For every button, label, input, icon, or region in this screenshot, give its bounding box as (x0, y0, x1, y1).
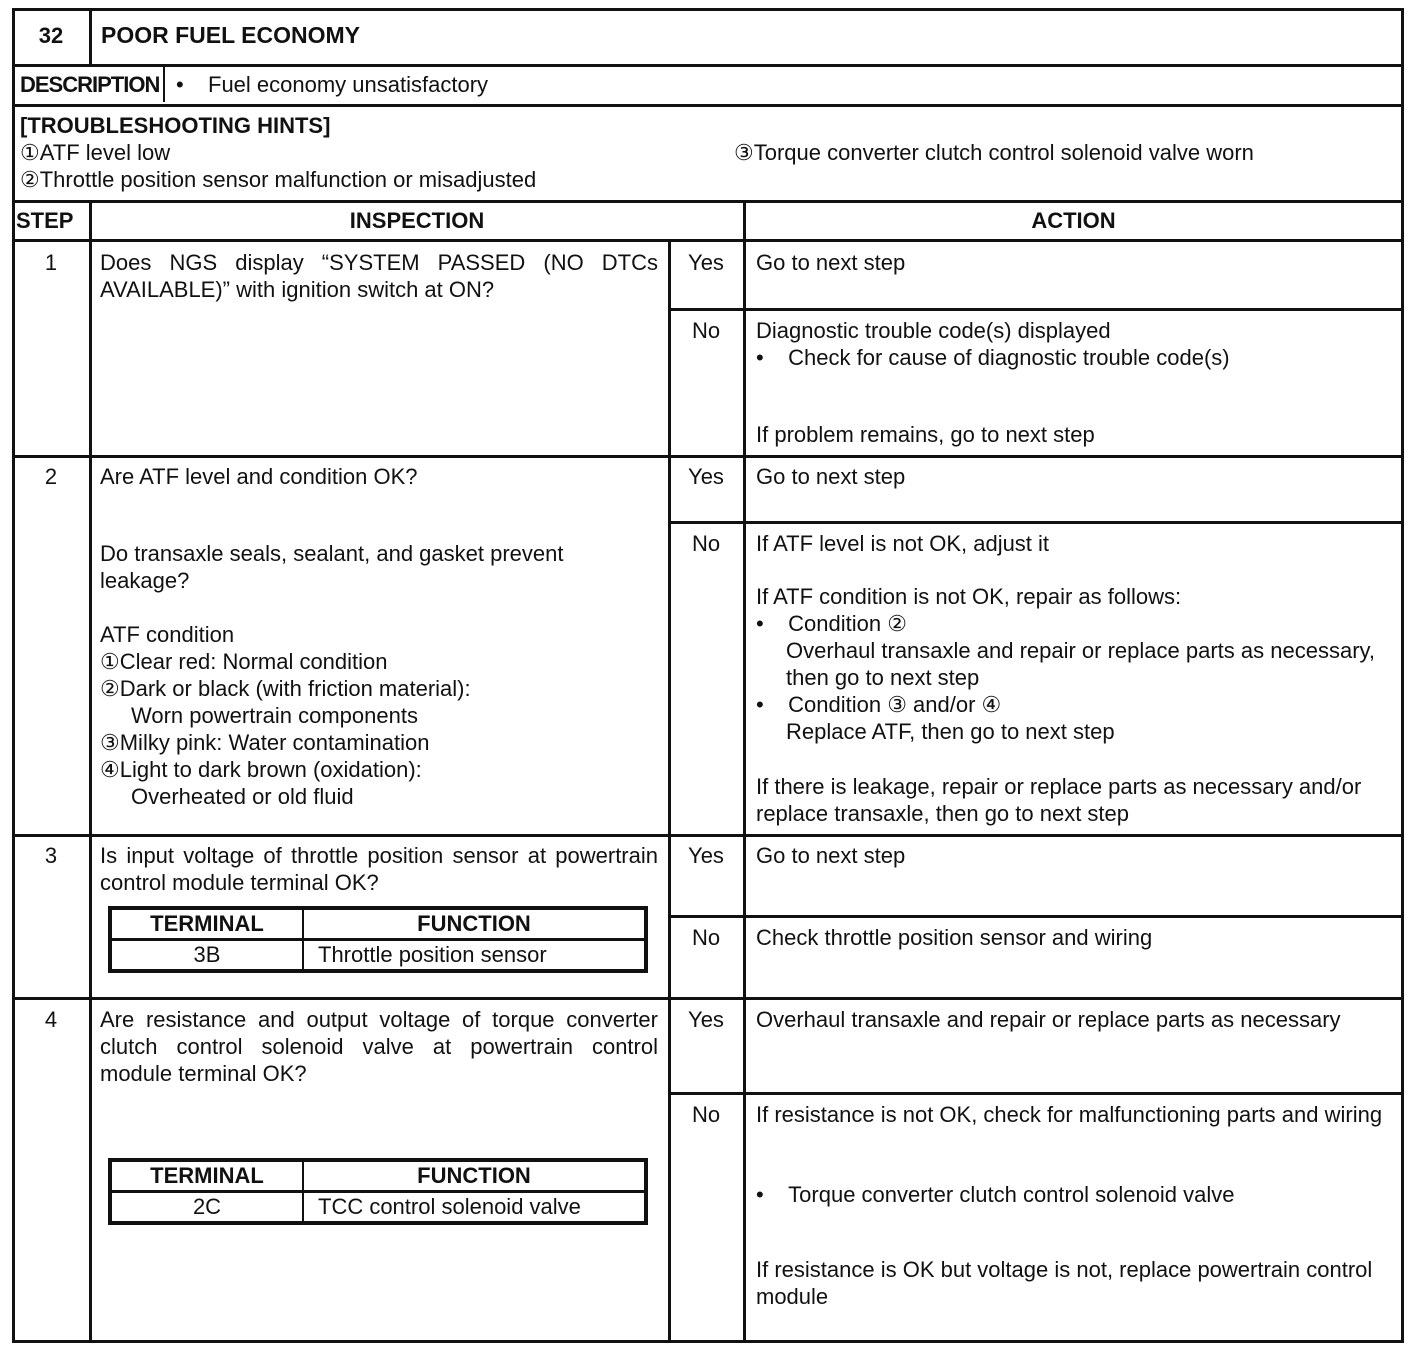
step-inspection: Are resistance and output voltage of torque converter clutch control solenoid valve at powertrain control module terminal OK? (100, 1007, 658, 1086)
atf-title: ATF condition (100, 622, 235, 647)
hint-item (20, 166, 536, 193)
yes-action: Go to next step (756, 843, 906, 868)
terminal-header: TERMINAL (111, 909, 303, 940)
hint-text: ATF level low (39, 140, 171, 165)
page-title: POOR FUEL ECONOMY (101, 22, 360, 48)
no-action: If resistance is not OK, check for malfunctioning parts and wiring (756, 1102, 1383, 1127)
terminal-header: TERMINAL (111, 1161, 303, 1192)
description-label: DESCRIPTION (20, 72, 160, 97)
atf-text: Light to dark brown (oxidation): (119, 757, 422, 782)
yes-label: Yes (688, 1007, 724, 1032)
no-label: No (691, 531, 721, 556)
atf-subtext: Overheated or old fluid (131, 784, 354, 809)
step-number: 4 (44, 1007, 58, 1032)
hint-number: ② (20, 167, 40, 192)
no-label: No (691, 318, 721, 343)
atf-text: Milky pink: Water contamination (119, 730, 430, 755)
step-number: 1 (44, 250, 58, 275)
condition-item: • Condition ② (756, 611, 907, 636)
description-text: Fuel economy unsatisfactory (208, 72, 489, 97)
terminal-cell: 3B (111, 940, 303, 971)
atf-number: ③ (100, 730, 120, 755)
hint-number: ① (20, 140, 40, 165)
terminal-cell: 2C (111, 1192, 303, 1223)
hint-number: ③ (734, 140, 754, 165)
yes-action: Go to next step (756, 250, 906, 275)
bullet-text: Torque converter clutch control solenoid valve (788, 1182, 1235, 1207)
hint-text: Torque converter clutch control solenoid valve worn (753, 140, 1254, 165)
step-number: 3 (44, 843, 58, 868)
atf-item (100, 675, 471, 702)
yes-label: Yes (688, 250, 724, 275)
yes-label: Yes (688, 843, 724, 868)
column-header-action: ACTION (1031, 208, 1116, 233)
atf-text: Clear red: Normal condition (119, 649, 388, 674)
atf-number: ② (100, 676, 120, 701)
column-header-step: STEP (16, 208, 74, 233)
yes-action: Go to next step (756, 464, 906, 489)
condition-text: Overhaul transaxle and repair or replace parts as necessary, then go to next step (786, 638, 1375, 690)
condition-label: Condition ③ and/or ④ (788, 692, 1002, 717)
step-inspection: Is input voltage of throttle position sensor at powertrain control module terminal OK? (100, 843, 658, 895)
hint-item (734, 139, 1254, 166)
yes-label: Yes (688, 464, 724, 489)
yes-action: Overhaul transaxle and repair or replace parts as necessary (756, 1007, 1341, 1032)
description-bullet: • (176, 72, 184, 97)
no-action: If ATF condition is not OK, repair as follows: (756, 584, 1182, 609)
atf-number: ④ (100, 757, 120, 782)
condition-item: • Condition ③ and/or ④ (756, 692, 1002, 717)
atf-subtext: Worn powertrain components (131, 703, 418, 728)
atf-number: ① (100, 649, 120, 674)
atf-item (100, 756, 422, 783)
atf-item (100, 648, 388, 675)
function-cell: TCC control solenoid valve (303, 1192, 645, 1223)
step-inspection: Does NGS display “SYSTEM PASSED (NO DTCs AVAILABLE)” with ignition switch at ON? (100, 250, 658, 302)
no-action-bullet: • Check for cause of diagnostic trouble code(s) (756, 345, 1230, 370)
no-action: If there is leakage, repair or replace parts as necessary and/or replace transaxle, then go to next step (756, 774, 1362, 826)
bullet-text: Check for cause of diagnostic trouble code(s) (788, 345, 1230, 370)
no-label: No (691, 925, 721, 950)
function-cell: Throttle position sensor (303, 940, 645, 971)
hints-title: [TROUBLESHOOTING HINTS] (20, 113, 331, 138)
column-header-inspection: INSPECTION (349, 208, 485, 233)
step-inspection-2: Do transaxle seals, sealant, and gasket prevent leakage? (100, 541, 564, 593)
function-header: FUNCTION (303, 1161, 645, 1192)
atf-text: Dark or black (with friction material): (119, 676, 471, 701)
no-label: No (691, 1102, 721, 1127)
section-number: 32 (38, 23, 64, 48)
hint-item (20, 139, 170, 166)
terminal-table (108, 906, 648, 973)
no-action-after: If problem remains, go to next step (756, 422, 1095, 447)
step-inspection: Are ATF level and condition OK? (100, 464, 418, 489)
step-number: 2 (44, 464, 58, 489)
no-action-bullet: • Torque converter clutch control solenoid valve (756, 1182, 1235, 1207)
condition-text: Replace ATF, then go to next step (786, 719, 1115, 744)
no-action: If ATF level is not OK, adjust it (756, 531, 1050, 556)
no-action: Diagnostic trouble code(s) displayed (756, 318, 1111, 343)
terminal-table (108, 1158, 648, 1225)
condition-label: Condition ② (788, 611, 907, 636)
atf-item (100, 729, 429, 756)
function-header: FUNCTION (303, 909, 645, 940)
no-action: If resistance is OK but voltage is not, replace powertrain control module (756, 1257, 1373, 1309)
no-action: Check throttle position sensor and wiring (756, 925, 1153, 950)
hint-text: Throttle position sensor malfunction or misadjusted (39, 167, 537, 192)
